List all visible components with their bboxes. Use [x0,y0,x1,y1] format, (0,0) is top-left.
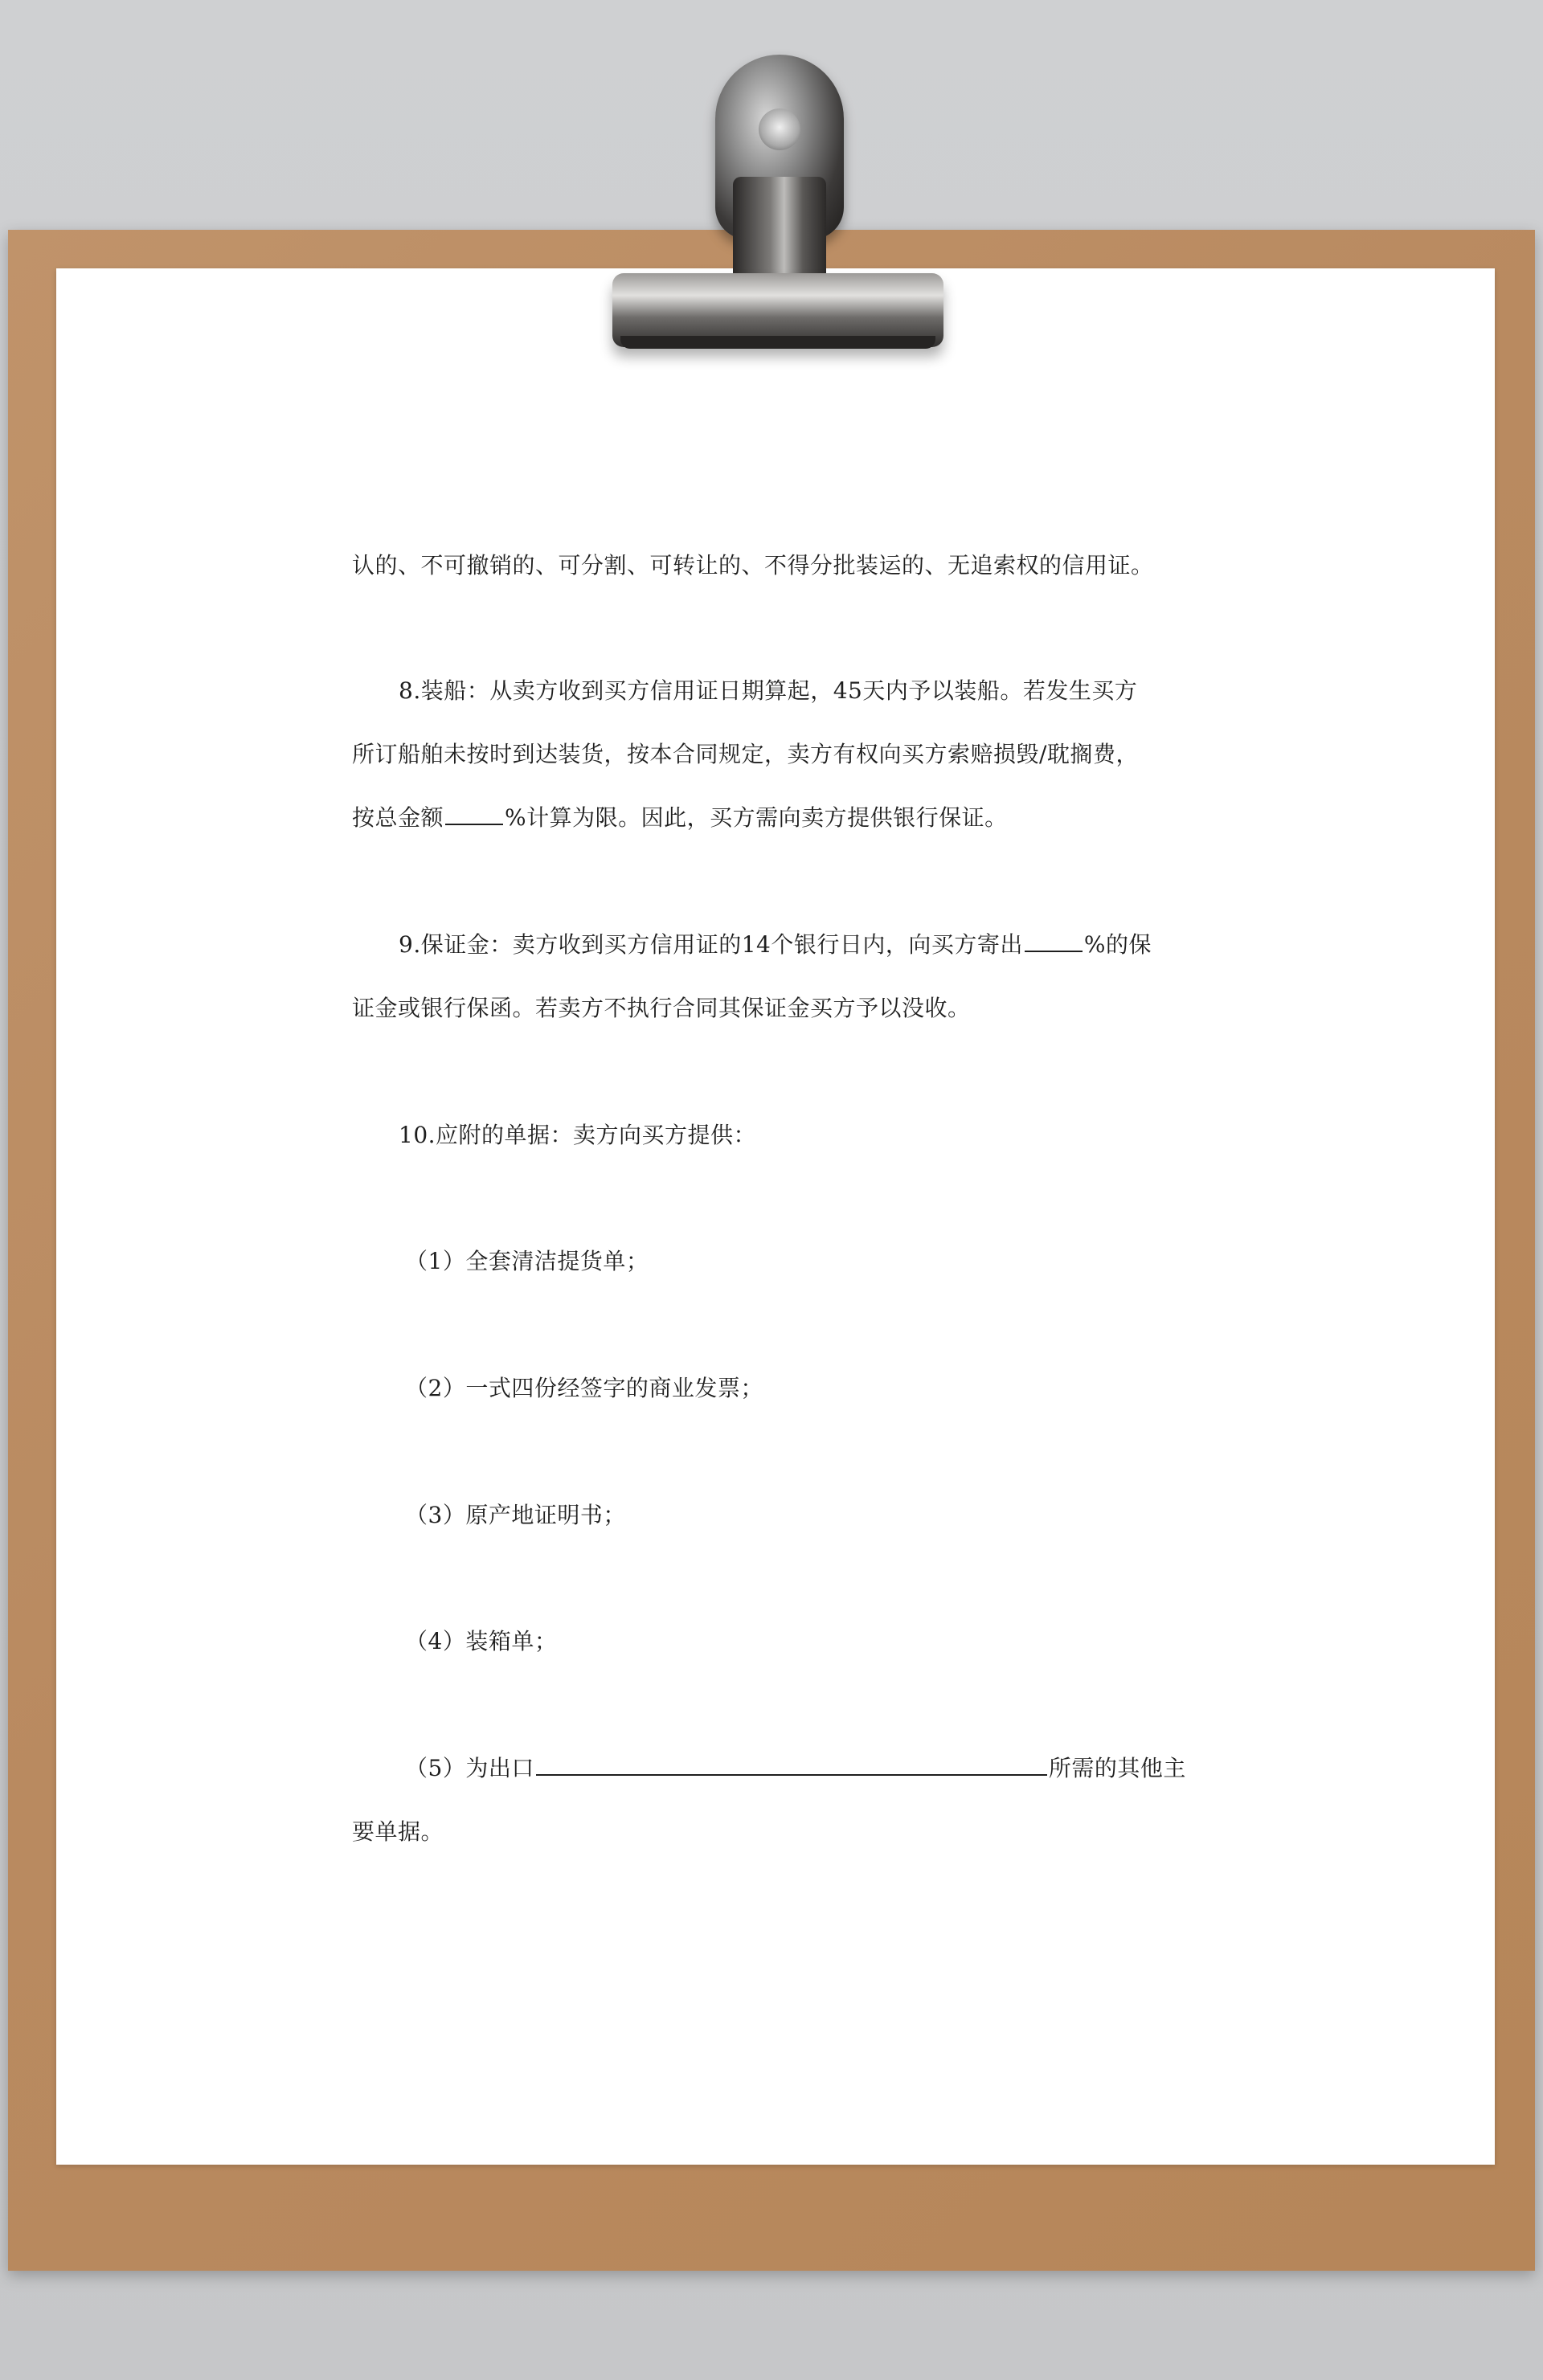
line-text: %计算为限。因此，买方需向卖方提供银行保证。 [505,804,1008,831]
line-text: （1）全套清洁提货单； [405,1248,649,1274]
line-text: %的保 [1083,931,1152,958]
line-text: 10.应附的单据：卖方向买方提供： [399,1122,757,1148]
list-item [405,1372,763,1405]
text-line [352,802,1008,834]
line-text: （3）原产地证明书； [405,1502,626,1528]
clause-8 [399,675,1137,707]
clause-10 [399,1119,756,1151]
line-text: （2）一式四份经签字的商业发票； [405,1375,763,1401]
text-line [352,992,971,1024]
blank-underline [1025,930,1083,952]
line-text: （5）为出口 [405,1755,534,1781]
blank-underline [445,803,503,825]
list-item [405,1752,1186,1785]
line-text: 认的、不可撤销的、可分割、可转让的、不得分批装运的、无追索权的信用证。 [352,552,1154,579]
line-text: 所订船舶未按时到达装货，按本合同规定，卖方有权向买方索赔损毁/耽搁费， [352,741,1139,767]
list-item [405,1499,626,1531]
clip-hole [759,108,800,150]
clause-9 [399,929,1152,961]
text-line [352,550,1154,582]
line-text: （4）装箱单； [405,1628,558,1654]
list-item [405,1626,557,1658]
blank-underline [536,1753,1047,1776]
text-line [352,1816,444,1848]
list-item [405,1245,649,1278]
line-text: 9.保证金：卖方收到买方信用证的14个银行日内，向买方寄出 [399,931,1023,958]
line-text: 要单据。 [352,1818,444,1845]
binder-clip-icon [580,48,950,354]
clip-bar-edge [620,336,935,349]
line-text: 按总金额 [352,804,444,831]
line-text: 证金或银行保函。若卖方不执行合同其保证金买方予以没收。 [352,995,971,1021]
line-text: 所需的其他主 [1048,1755,1186,1781]
line-text: 8.装船：从卖方收到买方信用证日期算起，45天内予以装船。若发生买方 [399,677,1138,704]
text-line [352,738,1139,771]
